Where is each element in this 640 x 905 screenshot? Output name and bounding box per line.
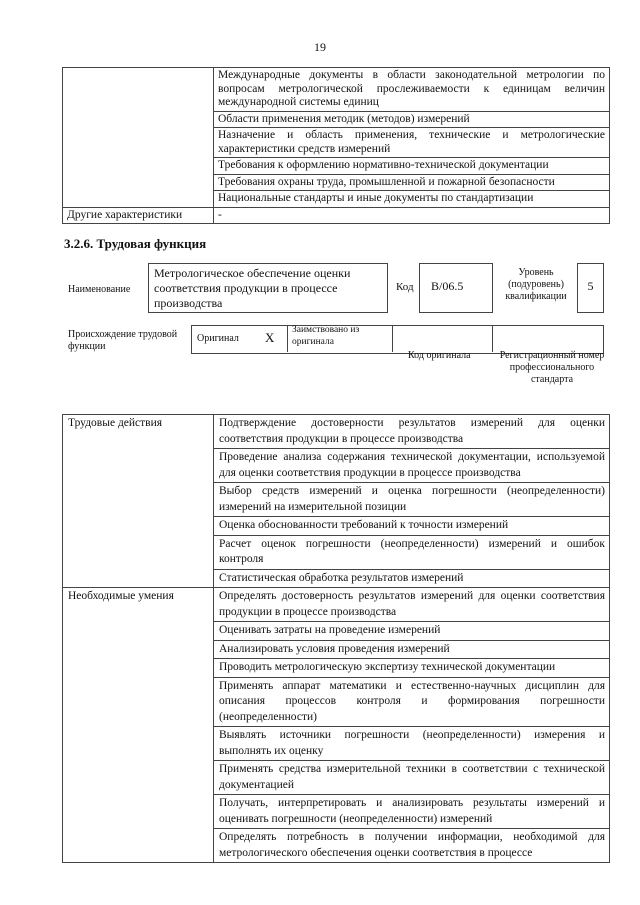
page-number: 19 (314, 40, 326, 54)
knowledge-table (62, 67, 610, 224)
knowledge-item: Области применения методик (методов) измерений (214, 111, 610, 128)
skill-item: Выявлять источники погрешности (неопределенности) измерения и выполнять их оценку (214, 727, 610, 761)
skill-item: Проводить метрологическую экспертизу технической документации (214, 659, 610, 678)
origin-label: Происхождение трудовой функции (68, 329, 178, 352)
code-original-caption: Код оригинала (408, 350, 471, 361)
knowledge-item: Международные документы в области законодательной метрологии по вопросам метрологической прослеживаемости к единицам величин международной системы единиц (214, 68, 610, 112)
knowledge-item: Требования охраны труда, промышленной и пожарной безопасности (214, 174, 610, 191)
section-title: 3.2.6. Трудовая функция (64, 236, 207, 251)
knowledge-item: Назначение и область применения, технические и метрологические характеристики средств измерений (214, 128, 610, 158)
required-skills-label: Необходимые умения (63, 588, 214, 863)
skill-item: Определять потребность в получении информации, необходимой для метрологического обеспечения оценки соответствия в процессе (214, 829, 610, 863)
code-box (419, 263, 493, 313)
knowledge-item: Национальные стандарты и иные документы по стандартизации (214, 191, 610, 208)
original-mark: X (265, 330, 275, 345)
name-value: Метрологическое обеспечение оценки соответствия продукции в процессе производства (154, 266, 351, 310)
other-characteristics-value: - (214, 207, 610, 224)
skill-item: Получать, интерпретировать и анализировать результаты измерений и оценивать погрешности (неопределенности) измерений (214, 795, 610, 829)
level-value: 5 (587, 279, 594, 293)
labor-action-item: Расчет оценок погрешности (неопределенности) измерений и ошибок контроля (214, 535, 610, 569)
labor-function-table (62, 414, 610, 863)
origin-divider (492, 325, 493, 352)
skill-item: Применять средства измерительной техники в соответствии с технической документацией (214, 761, 610, 795)
labor-action-item: Подтверждение достоверности результатов измерений для оценки соответствия продукции в процессе производства (214, 415, 610, 449)
borrowed-label: Заимствовано из оригинала (292, 325, 360, 347)
labor-actions-label: Трудовые действия (63, 415, 214, 588)
other-characteristics-label: Другие характеристики (63, 207, 214, 224)
knowledge-label-cell (63, 68, 214, 208)
level-label: Уровень (подуровень) квалификации (505, 267, 567, 302)
labor-action-item: Оценка обоснованности требований к точности измерений (214, 517, 610, 536)
original-label: Оригинал (197, 333, 239, 344)
skill-item: Применять аппарат математики и естественно-научных дисциплин для описания процессов контроля и формирования погрешности (неопределенности) (214, 677, 610, 727)
skill-item: Анализировать условия проведения измерений (214, 640, 610, 659)
labor-action-item: Выбор средств измерений и оценка погрешности (неопределенности) измерений на измерительной позиции (214, 483, 610, 517)
code-label: Код (396, 281, 414, 293)
registration-number-caption: Регистрационный номер профессионального стандарта (499, 350, 605, 385)
level-box (577, 263, 604, 313)
labor-action-item: Статистическая обработка результатов измерений (214, 569, 610, 588)
name-box (148, 263, 388, 313)
skill-item: Определять достоверность результатов измерений для оценки соответствия продукции в процессе производства (214, 588, 610, 622)
origin-divider (392, 325, 393, 352)
name-label: Наименование (68, 284, 131, 295)
origin-divider (287, 325, 288, 352)
code-value: В/06.5 (431, 279, 464, 293)
labor-action-item: Проведение анализа содержания технической документации, используемой для оценки соответствия продукции в процессе производства (214, 449, 610, 483)
skill-item: Оценивать затраты на проведение измерений (214, 622, 610, 641)
knowledge-item: Требования к оформлению нормативно-технической документации (214, 158, 610, 175)
